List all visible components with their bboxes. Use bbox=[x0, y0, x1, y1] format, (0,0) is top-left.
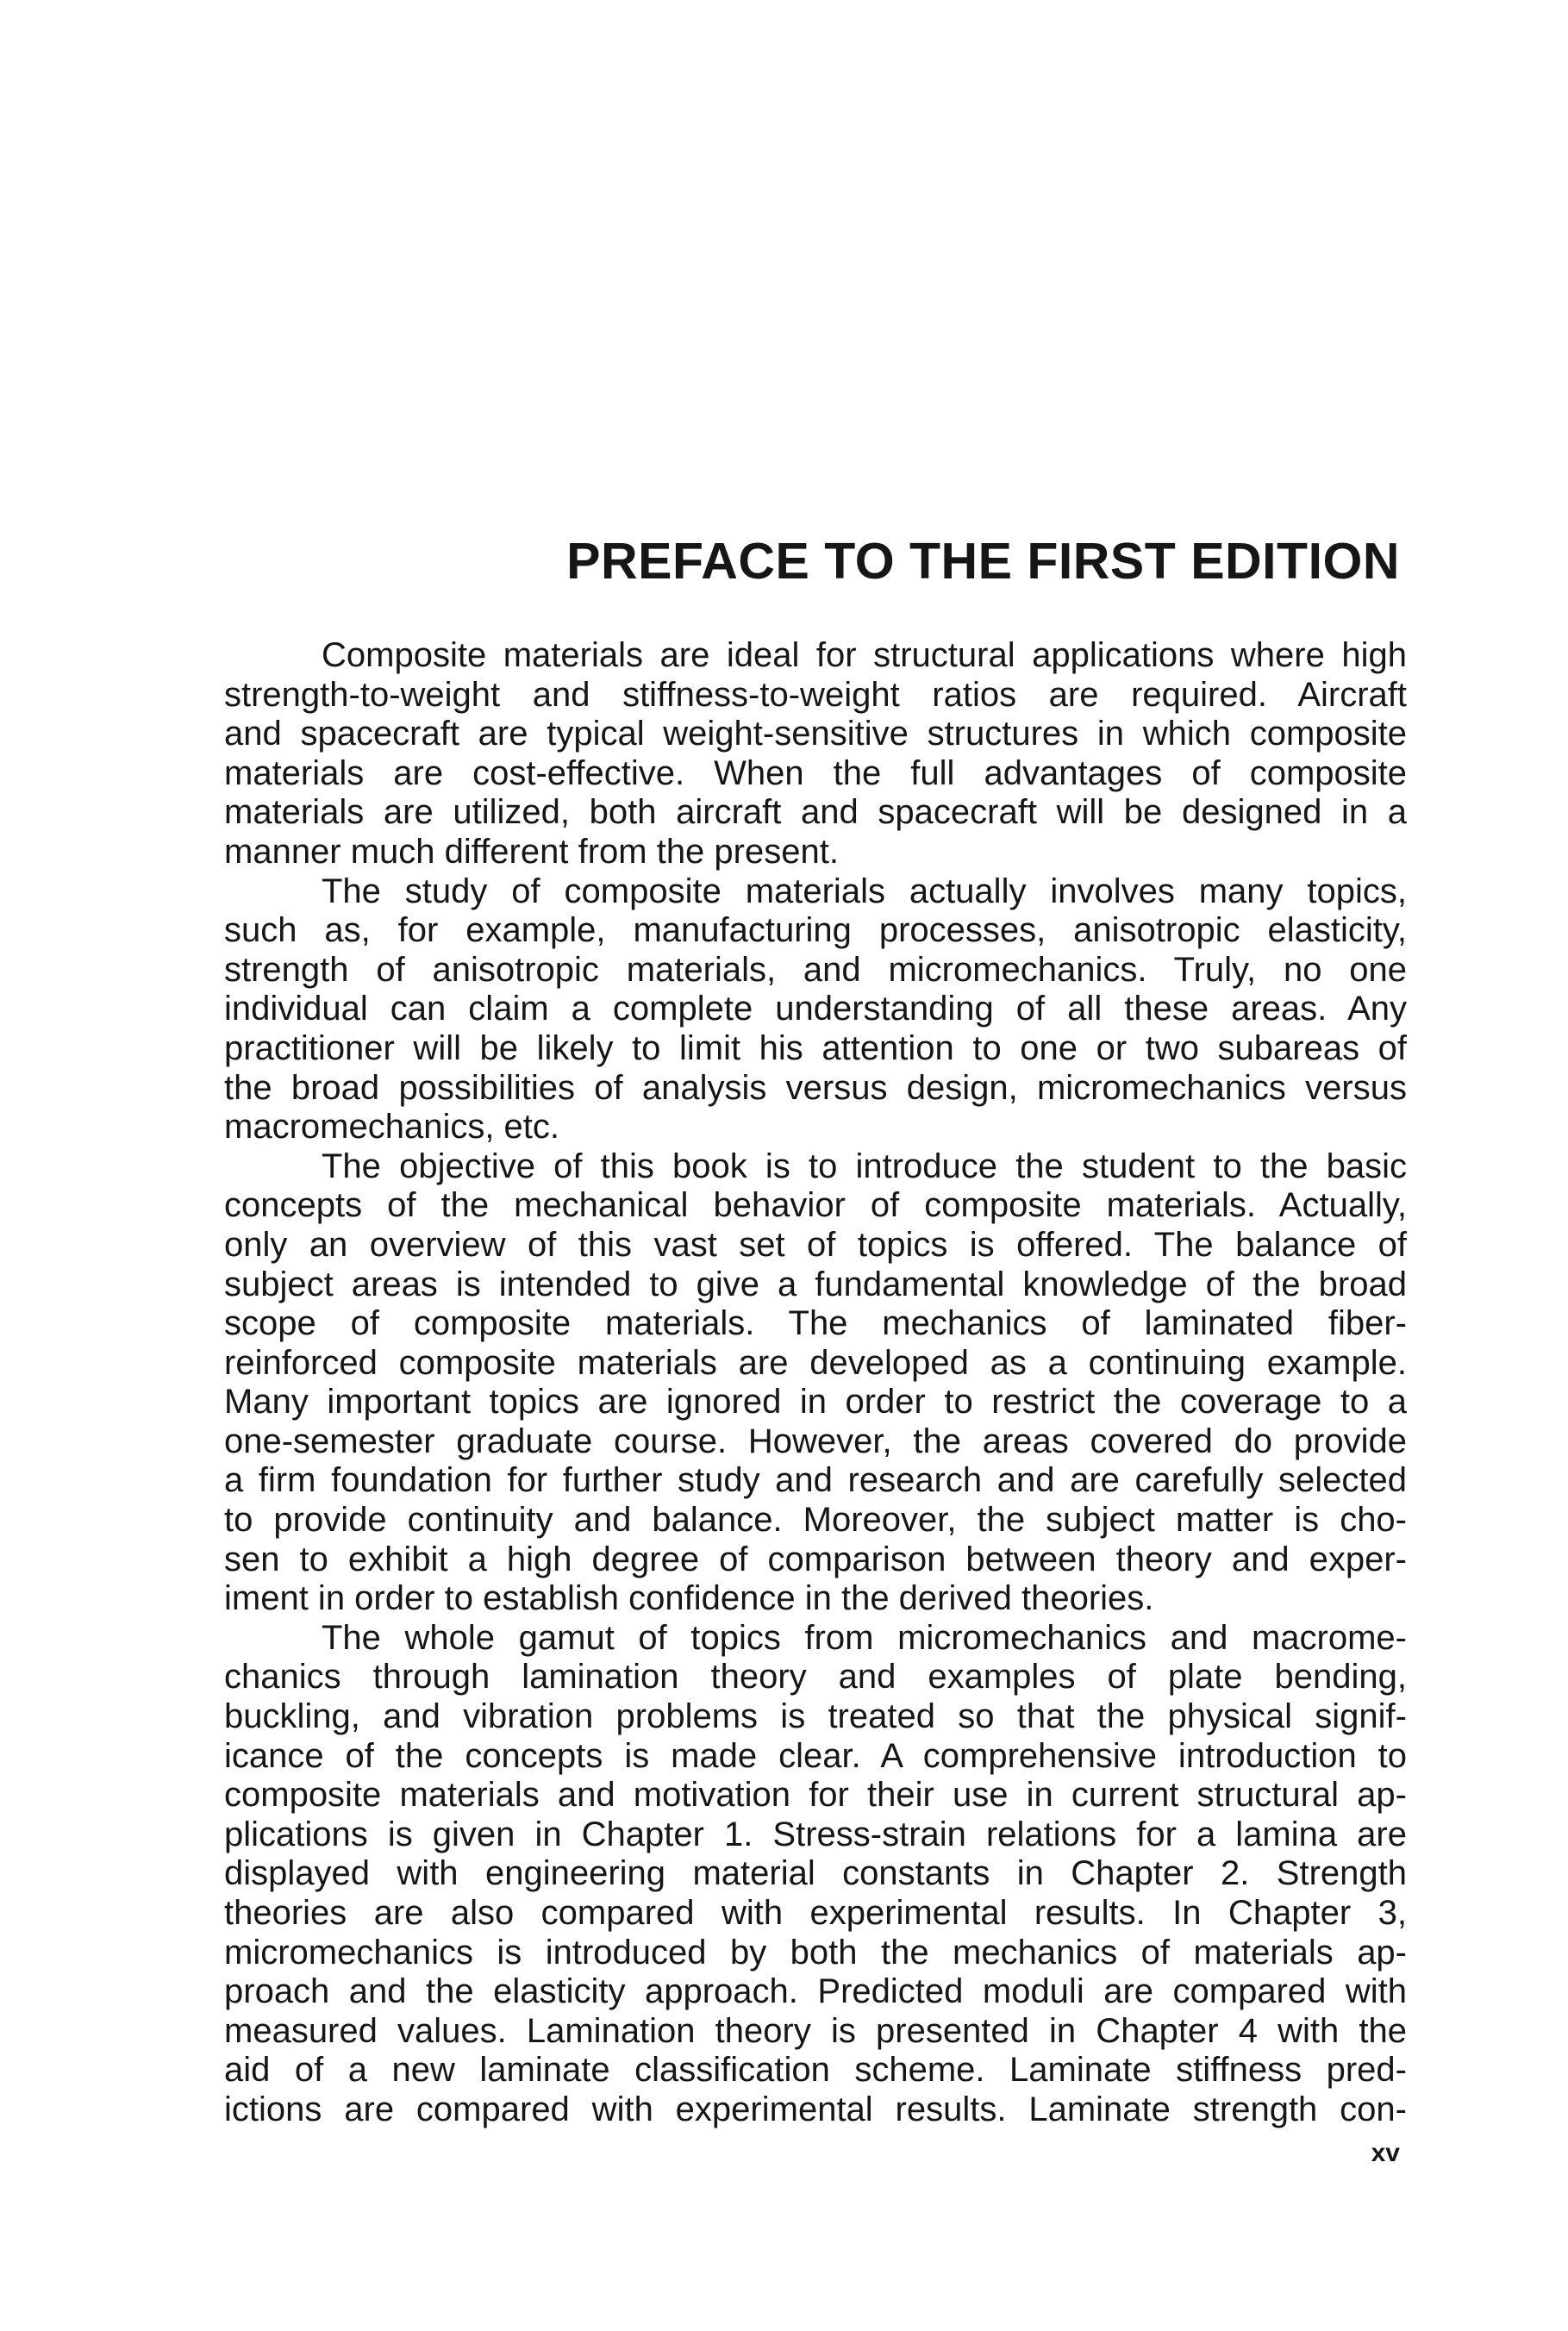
text-line: only an overview of this vast set of topics is offered. The balance of bbox=[224, 1225, 1407, 1264]
text-line: reinforced composite materials are developed as a continuing example. bbox=[224, 1343, 1407, 1382]
text-line: iment in order to establish confidence in the derived theories. bbox=[224, 1579, 1154, 1618]
text-line: one-semester graduate course. However, the areas covered do provide bbox=[224, 1422, 1407, 1460]
text-line: plications is given in Chapter 1. Stress-strain relations for a lamina are bbox=[224, 1815, 1407, 1853]
text-line: The study of composite materials actually involves many topics, bbox=[322, 872, 1407, 910]
text-line: strength of anisotropic materials, and micromechanics. Truly, no one bbox=[224, 950, 1407, 989]
text-line: Composite materials are ideal for structural applications where high bbox=[322, 636, 1407, 674]
text-line: and spacecraft are typical weight-sensitive structures in which composite bbox=[224, 715, 1407, 753]
text-line: a firm foundation for further study and research and are carefully selected bbox=[224, 1461, 1407, 1500]
text-line: buckling, and vibration problems is treated so that the physical signif- bbox=[224, 1697, 1407, 1736]
text-line: practitioner will be likely to limit his attention to one or two subareas of bbox=[224, 1028, 1407, 1067]
text-line: scope of composite materials. The mechanics of laminated fiber- bbox=[224, 1304, 1407, 1343]
text-line: strength-to-weight and stiffness-to-weight ratios are required. Aircraft bbox=[224, 675, 1407, 714]
text-line: theories are also compared with experimental results. In Chapter 3, bbox=[224, 1894, 1407, 1932]
text-line: proach and the elasticity approach. Predicted moduli are compared with bbox=[224, 1972, 1407, 2011]
text-line: materials are cost-effective. When the full advantages of composite bbox=[224, 753, 1407, 792]
page-number: xv bbox=[1371, 2139, 1400, 2167]
text-line: chanics through lamination theory and examples of plate bending, bbox=[224, 1658, 1407, 1697]
text-line: such as, for example, manufacturing processes, anisotropic elasticity, bbox=[224, 911, 1407, 950]
text-line: micromechanics is introduced by both the mechanics of materials ap- bbox=[224, 1933, 1407, 1972]
text-line: to provide continuity and balance. Moreover, the subject matter is cho- bbox=[224, 1501, 1407, 1540]
text-line: subject areas is intended to give a fundamental knowledge of the broad bbox=[224, 1265, 1407, 1303]
text-line: measured values. Lamination theory is presented in Chapter 4 with the bbox=[224, 2011, 1407, 2050]
text-line: aid of a new laminate classification scheme. Laminate stiffness pred- bbox=[224, 2051, 1407, 2090]
text-line: macromechanics, etc. bbox=[224, 1108, 560, 1147]
text-line: composite materials and motivation for their use in current structural ap- bbox=[224, 1776, 1407, 1815]
preface-body bbox=[224, 636, 1407, 2130]
text-line: The objective of this book is to introduce the student to the basic bbox=[322, 1147, 1407, 1185]
text-line: individual can claim a complete understanding of all these areas. Any bbox=[224, 990, 1407, 1028]
text-line: displayed with engineering material constants in Chapter 2. Strength bbox=[224, 1854, 1407, 1893]
text-line: manner much different from the present. bbox=[224, 832, 839, 871]
text-line: the broad possibilities of analysis versus design, micromechanics versus bbox=[224, 1068, 1407, 1107]
text-line: materials are utilized, both aircraft and spacecraft will be designed in a bbox=[224, 793, 1407, 832]
text-line: ictions are compared with experimental results. Laminate strength con- bbox=[224, 2090, 1407, 2128]
text-line: Many important topics are ignored in order to restrict the coverage to a bbox=[224, 1383, 1407, 1422]
text-line: concepts of the mechanical behavior of composite materials. Actually, bbox=[224, 1186, 1407, 1225]
page-title: PREFACE TO THE FIRST EDITION bbox=[566, 533, 1400, 590]
text-line: icance of the concepts is made clear. A comprehensive introduction to bbox=[224, 1736, 1407, 1775]
text-line: sen to exhibit a high degree of comparison between theory and exper- bbox=[224, 1540, 1407, 1578]
text-line: The whole gamut of topics from micromechanics and macrome- bbox=[322, 1618, 1407, 1657]
